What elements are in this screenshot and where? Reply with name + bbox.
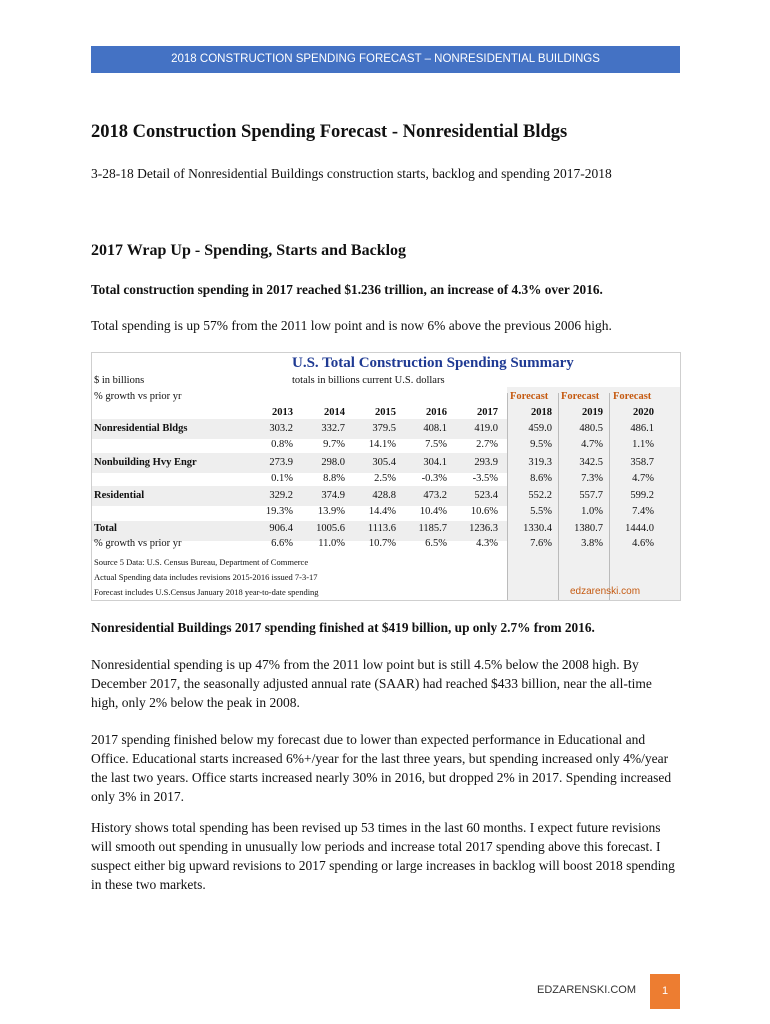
total-label: Total (94, 523, 117, 534)
total-value: 1444.0 (625, 523, 654, 534)
page-header (91, 46, 680, 73)
row-value: 332.7 (321, 423, 345, 434)
row-growth: 2.7% (476, 439, 498, 450)
nonres-paragraph-2: 2017 spending finished below my forecast due to lower than expected performance in Educational and Office. Educational starts increased 6%+/year for the last three years, but spending increased only 4%/year the last two years. Office starts increased nearly 30% in 2016, but dropped 2% in 2017. Spending increased only 3% in 2017. (91, 732, 672, 804)
total-growth: 11.0% (318, 538, 345, 549)
row-value: 358.7 (630, 457, 654, 468)
row-growth: 1.1% (632, 439, 654, 450)
total-value: 1005.6 (316, 523, 345, 534)
document-subtitle: 3-28-18 Detail of Nonresidential Buildings construction starts, backlog and spending 2017-2018 (91, 166, 612, 181)
row-growth: -3.5% (472, 473, 498, 484)
row-value: 329.2 (269, 490, 293, 501)
row-growth: 10.6% (470, 506, 498, 517)
row-growth: 7.3% (581, 473, 603, 484)
row-growth: 0.1% (271, 473, 293, 484)
year-header: 2017 (477, 407, 498, 418)
total-spending-lead: Total construction spending in 2017 reached $1.236 trillion, an increase of 4.3% over 2016. (91, 282, 603, 297)
row-growth: 19.3% (265, 506, 293, 517)
row-value: 523.4 (474, 490, 498, 501)
total-growth: 6.6% (271, 538, 293, 549)
row-growth: 9.7% (323, 439, 345, 450)
row-value: 273.9 (269, 457, 293, 468)
row-growth: 0.8% (271, 439, 293, 450)
forecast-header-2018: Forecast (510, 391, 549, 402)
total-growth-label: % growth vs prior yr (94, 538, 182, 549)
total-value: 1113.6 (367, 523, 396, 534)
total-value: 1236.3 (469, 523, 498, 534)
nonres-paragraph-1: Nonresidential spending is up 47% from the 2011 low point but is still 4.5% below the 2008 high. By December 2017, the seasonally adjusted annual rate (SAAR) had reached $433 billion, near the all-time high, only 2% below the peak in 2008. (91, 657, 652, 710)
row-value: 342.5 (579, 457, 603, 468)
table-credit: edzarenski.com (570, 586, 641, 597)
year-header: 2016 (426, 407, 447, 418)
row-value: 552.2 (528, 490, 552, 501)
row-growth: 14.1% (368, 439, 396, 450)
year-header: 2014 (324, 407, 345, 418)
row-growth: 7.4% (632, 506, 654, 517)
total-value: 1185.7 (418, 523, 447, 534)
table-note-forecast: Forecast includes U.S.Census January 2018 year-to-date spending (94, 587, 319, 597)
row-growth: 9.5% (530, 439, 552, 450)
row-label: Nonresidential Bldgs (94, 423, 188, 434)
growth-label: % growth vs prior yr (94, 391, 182, 402)
year-header: 2019 (582, 407, 603, 418)
section-heading: 2017 Wrap Up - Spending, Starts and Backlog (91, 242, 407, 259)
table-note-source: Source 5 Data: U.S. Census Bureau, Department of Commerce (94, 557, 309, 567)
row-value: 459.0 (528, 423, 552, 434)
row-value: 557.7 (579, 490, 603, 501)
row-growth: 8.6% (530, 473, 552, 484)
header-title: 2018 CONSTRUCTION SPENDING FORECAST – NONRESIDENTIAL BUILDINGS (171, 53, 600, 65)
table-note-revisions: Actual Spending data includes revisions 2015-2016 issued 7-3-17 (94, 572, 318, 582)
row-value: 599.2 (630, 490, 654, 501)
nonres-paragraph-3: History shows total spending has been revised up 53 times in the last 60 months. I expect future revisions will smooth out spending in unusually low periods and increase total 2017 spending above this forecast. I suspect either big upward revisions to 2017 spending or large increases in backlog will boost 2018 spending in these two markets. (91, 820, 675, 892)
totals-note: totals in billions current U.S. dollars (292, 375, 445, 386)
year-header: 2013 (272, 407, 293, 418)
row-value: 408.1 (423, 423, 447, 434)
row-label: Nonbuilding Hvy Engr (94, 457, 197, 468)
spending-summary-table (91, 352, 681, 601)
row-value: 374.9 (321, 490, 345, 501)
row-label: Residential (94, 490, 145, 501)
forecast-header-2020: Forecast (613, 391, 652, 402)
units-label: $ in billions (94, 375, 145, 386)
footer-site: EDZARENSKI.COM (537, 984, 637, 996)
total-value: 1330.4 (523, 523, 552, 534)
total-growth: 4.6% (632, 538, 654, 549)
total-growth: 3.8% (581, 538, 603, 549)
row-growth: 4.7% (632, 473, 654, 484)
forecast-header-2019: Forecast (561, 391, 600, 402)
row-growth: 8.8% (323, 473, 345, 484)
row-value: 486.1 (630, 423, 654, 434)
total-spending-paragraph: Total spending is up 57% from the 2011 low point and is now 6% above the previous 2006 high. (91, 318, 612, 333)
row-growth: 5.5% (530, 506, 552, 517)
total-growth: 6.5% (425, 538, 447, 549)
row-value: 305.4 (372, 457, 396, 468)
row-growth: 13.9% (317, 506, 345, 517)
row-value: 293.9 (474, 457, 498, 468)
row-value: 379.5 (372, 423, 396, 434)
row-growth: 14.4% (368, 506, 396, 517)
year-header: 2015 (375, 407, 396, 418)
page-number: 1 (650, 974, 680, 1009)
row-value: 473.2 (423, 490, 447, 501)
nonres-lead: Nonresidential Buildings 2017 spending finished at $419 billion, up only 2.7% from 2016. (91, 620, 595, 635)
row-value: 298.0 (321, 457, 345, 468)
total-growth: 7.6% (530, 538, 552, 549)
row-growth: 7.5% (425, 439, 447, 450)
row-value: 304.1 (423, 457, 447, 468)
row-value: 419.0 (474, 423, 498, 434)
row-growth: 10.4% (419, 506, 447, 517)
row-growth: 2.5% (374, 473, 396, 484)
table-title: U.S. Total Construction Spending Summary (292, 355, 574, 371)
row-growth: -0.3% (421, 473, 447, 484)
row-growth: 1.0% (581, 506, 603, 517)
total-value: 1380.7 (574, 523, 603, 534)
row-value: 480.5 (579, 423, 603, 434)
total-value: 906.4 (269, 523, 293, 534)
year-header: 2020 (633, 407, 654, 418)
total-growth: 4.3% (476, 538, 498, 549)
total-growth: 10.7% (368, 538, 396, 549)
row-growth: 4.7% (581, 439, 603, 450)
row-value: 428.8 (372, 490, 396, 501)
row-value: 319.3 (528, 457, 552, 468)
year-header: 2018 (531, 407, 552, 418)
row-value: 303.2 (269, 423, 293, 434)
document-title: 2018 Construction Spending Forecast - Nonresidential Bldgs (91, 122, 568, 142)
